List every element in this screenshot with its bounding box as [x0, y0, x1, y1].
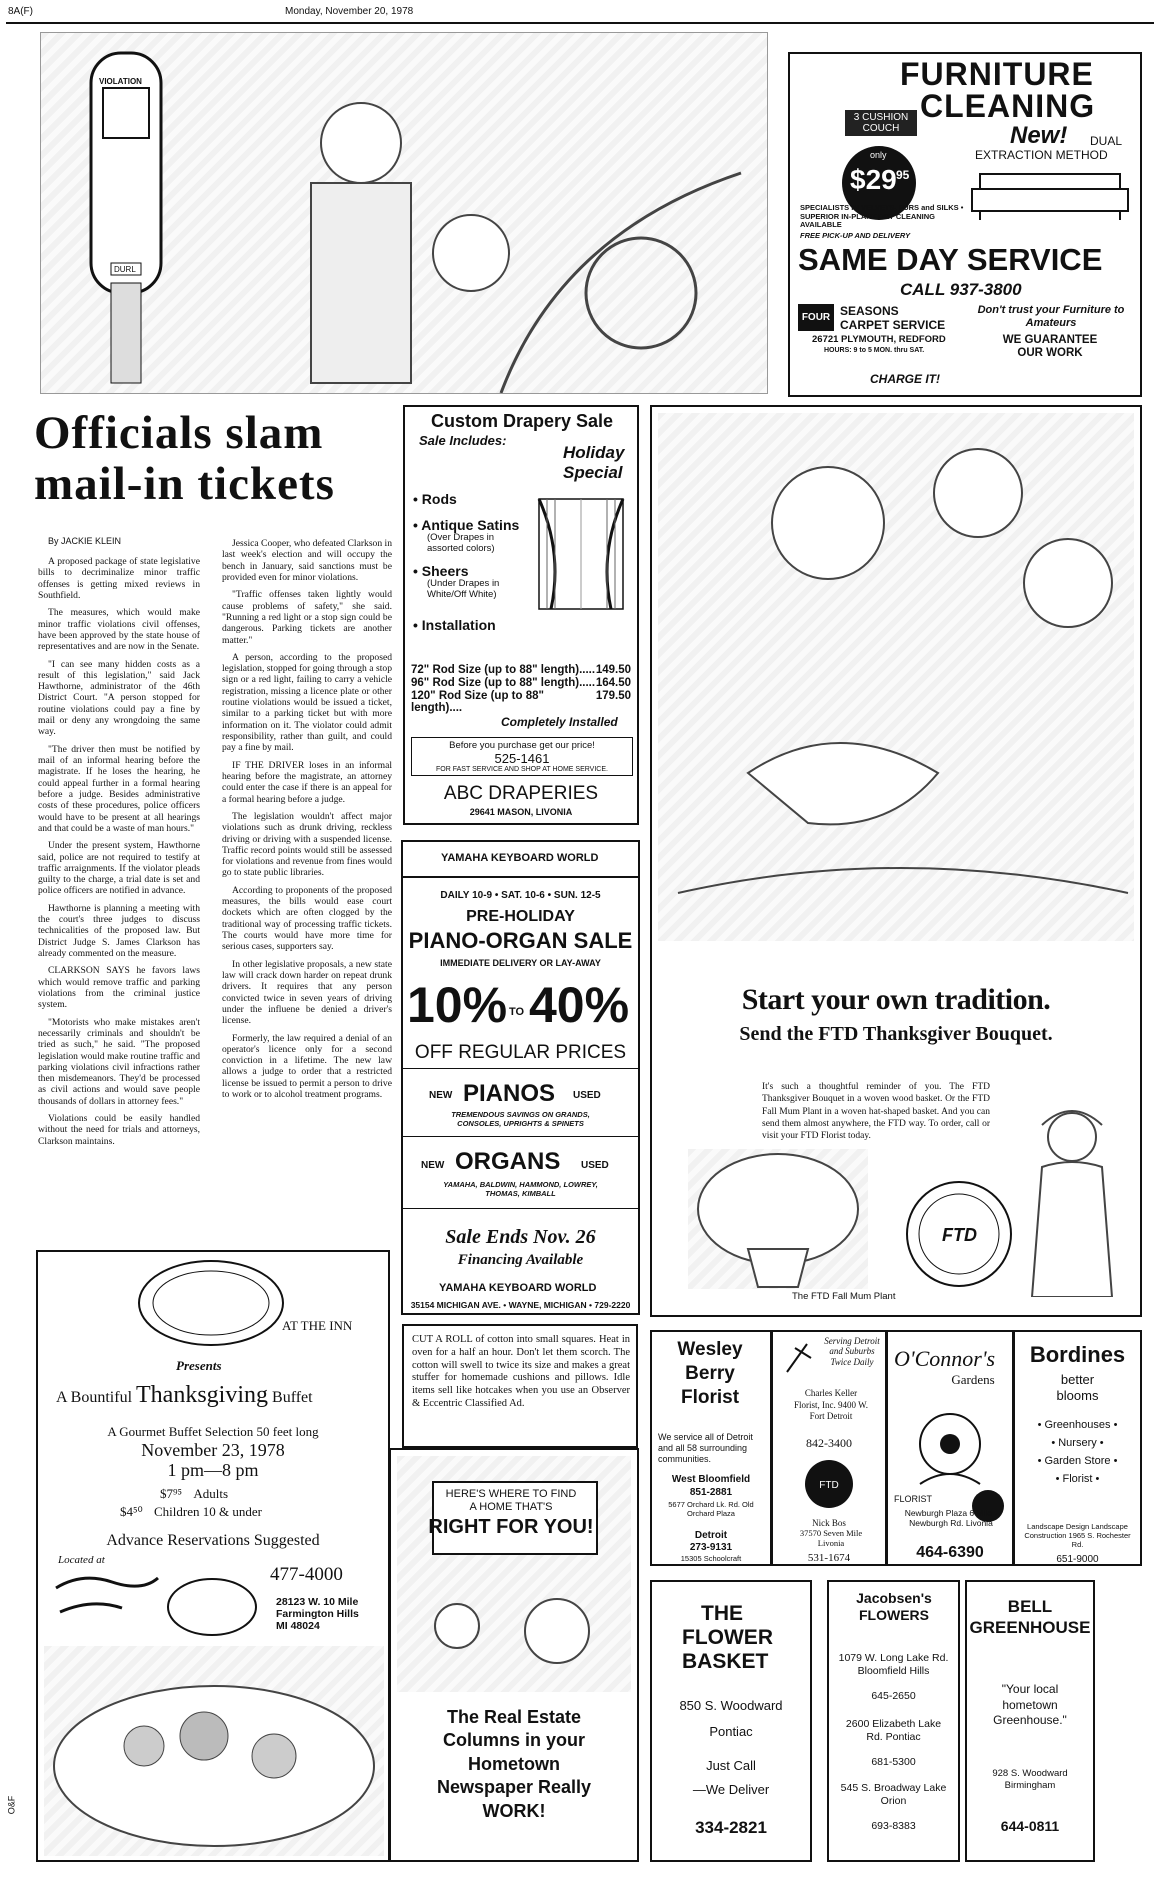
inn-located: Located at — [58, 1554, 105, 1566]
ftd-caption: The FTD Fall Mum Plant — [792, 1291, 896, 1302]
inn-advance: Advance Reservations Suggested — [106, 1532, 320, 1549]
flower-basket-address: 850 S. Woodward — [679, 1698, 783, 1713]
drapery-item: • Sheers — [413, 562, 469, 579]
inn-adult-price — [160, 1486, 228, 1502]
drapery-title: Custom Drapery Sale — [431, 411, 614, 431]
oconnors-title: O'Connor's — [894, 1346, 996, 1371]
wesley-address-2: 15305 Schoolcraft — [680, 1554, 742, 1563]
bordines-title: Bordines — [1029, 1342, 1126, 1367]
dual-label: DUAL — [1090, 134, 1123, 148]
bordines-item: • Garden Store • — [1037, 1455, 1118, 1468]
pianos-new: NEW — [429, 1090, 453, 1101]
oconnors-address: Newburgh Plaza 6 Mile - Newburgh Rd. Livonia — [904, 1508, 998, 1529]
inn-child-price-value: $4⁵⁰ — [120, 1504, 143, 1519]
article-paragraph: "The driver then must be notified by mail of an informal hearing before the magistrate. If he loses the hearing, he could appeal further in a formal hearing before a judge. Besides administrative costs of these procedures, police officers would have to be present at all hearings and that could be a waste of man hours." — [38, 743, 200, 834]
holiday-inn-ad — [36, 1250, 390, 1862]
jacobsens-location-1: 1079 W. Long Lake Rd. Bloomfield Hills — [838, 1652, 949, 1677]
keller-body: Charles Keller Florist, Inc. 9400 W. Fort Detroit — [793, 1388, 868, 1422]
drapery-item: • Installation — [413, 616, 496, 633]
flower-basket-phone: 334-2821 — [695, 1818, 767, 1837]
yamaha-divider — [403, 876, 638, 878]
inn-buffet-line — [56, 1382, 313, 1409]
classified-ad — [402, 1324, 638, 1448]
pianos-sub: TREMENDOUS SAVINGS ON GRANDS, CONSOLES, UPRIGHTS & SPINETS — [451, 1110, 590, 1128]
article-column-1 — [38, 556, 200, 1153]
bordines-item: • Greenhouses • — [1037, 1419, 1118, 1431]
drapery-includes: Sale Includes: — [419, 433, 507, 448]
drapery-fast: FOR FAST SERVICE AND SHOP AT HOME SERVICE. — [436, 766, 608, 773]
article-paragraph: A proposed package of state legislative bills to decriminalize minor traffic offenses is getting mixed reviews in Southfield. — [38, 556, 200, 601]
drapery-ad — [403, 405, 639, 825]
ftd-seal-label: FTD — [942, 1225, 977, 1245]
food-icon — [44, 1646, 384, 1856]
wesley-body: We service all of Detroit and all 58 surrounding communities. — [658, 1432, 753, 1464]
inn-presents: Presents — [176, 1358, 222, 1373]
bordines-address: Landscape Design Landscape Construction 1965 S. Rochester Rd. — [1024, 1522, 1131, 1549]
yamaha-divider-4 — [403, 1208, 638, 1209]
yamaha-store-top: YAMAHA KEYBOARD WORLD — [441, 852, 599, 864]
keller-address-2: 37570 Seven Mile Livonia — [799, 1528, 863, 1548]
keller-mercury-icon — [777, 1338, 817, 1378]
article-paragraph: Formerly, the law required a denial of an operator's licence only for a second conviction in a lifetime. The new law allows a judge to order that a restricted license be issued to permit a person to drive to work or to alcohol treatment programs. — [222, 1032, 392, 1101]
article-paragraph: "I can see many hidden costs as a result of this legislation," said Jack Hawthorne, administrator of the 46th District Court. "A person stopped for routine violations could pay a fine by mail or deny any wrongdoing the same way. — [38, 658, 200, 738]
charge-it-text: CHARGE IT! — [870, 372, 940, 386]
bell-phone: 644-0811 — [1000, 1818, 1060, 1834]
yamaha-divider-2 — [403, 1068, 638, 1069]
drapery-item: • Antique Satins — [413, 517, 520, 533]
inn-children: Children 10 & under — [154, 1504, 262, 1519]
article-headline: Officials slam mail-in tickets — [34, 407, 335, 510]
cleaning-headline: CLEANING — [920, 88, 1096, 124]
couch-label: 3 CUSHION COUCH — [845, 110, 917, 136]
inn-crest-logo — [136, 1258, 286, 1348]
drapery-price-row: 120" Rod Size (up to 88" length).... 179.50 — [411, 690, 631, 714]
jacobsens-location-2: 2600 Elizabeth Lake Rd. Pontiac — [845, 1718, 942, 1743]
jacobsens-phone-3: 693-8383 — [871, 1820, 916, 1832]
article-paragraph: "Traffic offenses taken lightly would cause problems of safety," she said. "Running a red light or a stop sign could be dangerous. Parking tickets are another matter." — [222, 589, 392, 646]
jacobsens-phone-2: 681-5300 — [871, 1756, 916, 1768]
article-paragraph: In other legislative proposals, a new state law will crack down harder on repeat drunk drivers. It requires that any person convicted twice in seven years of driving under the influene be denied a driver's license. — [222, 958, 392, 1027]
bordines-florist — [1013, 1330, 1142, 1566]
article-paragraph: According to proponents of the proposed measures, the bills would ease court dockets which are often clogged by the traditional way of processing traffic tickets. The courts would have more time for serious cases, supporters say. — [222, 884, 392, 953]
inn-a-bountiful: A Bountiful — [56, 1389, 133, 1406]
ftd-body: It's such a thoughtful reminder of you. The FTD Thanksgiver Bouquet in a woven wood basket. Or the FTD Fall Mum Plant in a woven hat-shaped basket. And you can send them almost anywhere, the FTD way. To order, call or visit your FTD Florist today. — [762, 1082, 990, 1142]
at-the-inn: AT THE INN — [282, 1318, 353, 1333]
ftd-subheadline: Send the FTD Thanksgiver Bouquet. — [739, 1023, 1053, 1045]
flower-basket-city: Pontiac — [709, 1724, 753, 1739]
new-label: New! — [1010, 122, 1068, 149]
guarantee-text: WE GUARANTEE OUR WORK — [1002, 334, 1098, 360]
wesley-location-2: Detroit — [694, 1530, 728, 1541]
inn-buffet: Buffet — [272, 1389, 313, 1406]
jacobsens-flowers — [827, 1580, 960, 1862]
holiday-inn-logo — [52, 1568, 162, 1624]
drapery-item-note: (Over Drapes in assorted colors) — [427, 532, 495, 554]
meter-brand-label: DURL — [114, 265, 136, 274]
article-byline: By JACKIE KLEIN — [48, 536, 122, 546]
furniture-cleaning-ad — [788, 52, 1142, 397]
organs-used: USED — [581, 1160, 609, 1171]
flower-basket-call: Just Call — [706, 1758, 756, 1773]
article-paragraph: IF THE DRIVER loses in an informal hearing before the magistrate, an attorney could enter the case if there is an appeal for a formal hearing before a judge. — [222, 759, 392, 805]
wesley-title: Wesley Berry Florist — [677, 1339, 743, 1408]
inn-adult-price-value: $7⁹⁵ — [160, 1486, 183, 1501]
oconnors-gardens-florist — [886, 1330, 1014, 1566]
ftd-emblem-icon — [803, 1458, 855, 1510]
flower-basket-title: THE FLOWER BASKET — [682, 1602, 773, 1674]
inn-address-1: 28123 W. 10 Mile — [276, 1596, 359, 1608]
dont-trust-text: Don't trust your Furniture to Amateurs — [977, 304, 1125, 329]
article-paragraph: Violations could be easily handled without the need for trials and attorneys, Clarkson maintains. — [38, 1113, 200, 1147]
drapery-store-name: ABC DRAPERIES — [443, 783, 599, 804]
real-estate-sign-main: RIGHT FOR YOU! — [428, 1516, 594, 1538]
same-day-headline: SAME DAY SERVICE — [798, 242, 1103, 277]
keller-title: Serving Detroit and Suburbs Twice Daily — [824, 1336, 880, 1367]
ftd-headline: Start your own tradition. — [741, 983, 1051, 1016]
food-illustration — [44, 1646, 384, 1856]
drapery-price-row: 72" Rod Size (up to 88" length)..... 149.50 — [411, 664, 631, 676]
yamaha-percent-to-label: TO — [509, 1006, 525, 1018]
couch-icon — [970, 164, 1130, 224]
pianos-used: USED — [573, 1090, 601, 1101]
bordines-phone: 651-9000 — [1056, 1554, 1099, 1565]
keller-name-2: Nick Bos — [812, 1518, 846, 1528]
inn-address-2: Farmington Hills — [276, 1608, 359, 1620]
flower-basket-deliver: —We Deliver — [692, 1782, 770, 1797]
wesley-location-1: West Bloomfield — [671, 1474, 751, 1485]
side-mark: O&F — [6, 1795, 17, 1815]
four-logo: FOUR — [798, 304, 834, 331]
drapery-item: • Rods — [413, 491, 457, 507]
keller-phone-1: 842-3400 — [806, 1436, 852, 1450]
wesley-address-1: 5677 Orchard Lk. Rd. Old Orchard Plaza — [668, 1500, 754, 1518]
mum-plant-illustration — [688, 1149, 868, 1289]
only-label: only — [870, 150, 887, 160]
yamaha-sale-ends: Sale Ends Nov. 26 — [445, 1226, 596, 1248]
family-icon — [658, 413, 1134, 941]
organs-sub: YAMAHA, BALDWIN, HAMMOND, LOWREY, THOMAS, KIMBALL — [443, 1180, 598, 1198]
drapery-address: 29641 MASON, LIVONIA — [469, 807, 573, 817]
bell-greenhouse — [965, 1580, 1095, 1862]
yamaha-percent-from: 10% — [407, 977, 508, 1033]
real-estate-bottom: The Real Estate Columns in your Hometown Newspaper Really WORK! — [436, 1707, 592, 1821]
article-paragraph: "Motorists who make mistakes aren't necessarily criminals and shouldn't be tried as such," he said. "The proposed legislation would make routine traffic and parking violations civil infractions rather then misdemeanors. They'd be processed as civil actions and would save people thousands of dollars in attorney fees." — [38, 1016, 200, 1107]
seasons-label: SEASONS — [840, 304, 899, 318]
inn-address-3: MI 48024 — [276, 1620, 320, 1632]
classified-text: CUT A ROLL of cotton into small squares. Heat in oven for a half an hour. Don't let them scorch. The cotton will swell to twice its size and makes a great stuffer for homemade cushions and pillows. Idle items sell like hotcakes when you use an Observer & Eccentric Classified Ad. — [412, 1334, 630, 1409]
real-estate-sign-top: HERE'S WHERE TO FIND A HOME THAT'S — [445, 1488, 577, 1513]
yamaha-off: OFF REGULAR PRICES — [414, 1042, 627, 1063]
jacobsens-title: Jacobsen's FLOWERS — [856, 1590, 932, 1623]
inn-phone: 477-4000 — [270, 1564, 343, 1585]
article-paragraph: Under the present system, Hawthorne said, police are not required to testify at traffic arraignments. If the violator pleads guilty to the charge, a trial date is set and police officers are notified in advance. — [38, 840, 200, 897]
drapery-item-note: (Under Drapes in White/Off White) — [427, 577, 500, 600]
wesley-phone-1: 851-2881 — [689, 1487, 733, 1498]
yamaha-store-bottom: YAMAHA KEYBOARD WORLD — [439, 1282, 597, 1294]
bell-address: 928 S. Woodward Birmingham — [992, 1768, 1068, 1792]
wesley-phone-2: 273-9131 — [689, 1542, 733, 1553]
bordines-item: • Florist • — [1055, 1473, 1100, 1486]
drapery-special: Special — [563, 463, 623, 482]
bordines-items — [1015, 1416, 1140, 1489]
inn-child-price — [120, 1504, 262, 1520]
drapery-holiday: Holiday — [563, 443, 625, 462]
price-dollars: $29 — [850, 164, 897, 195]
bell-quote: "Your local hometown Greenhouse." — [993, 1682, 1067, 1728]
flower-basket-florist — [650, 1580, 812, 1862]
carpet-service-label: CARPET SERVICE — [840, 318, 946, 332]
mercury-figure-icon — [1012, 1097, 1132, 1297]
oconnors-sub: Gardens — [951, 1372, 995, 1387]
drapery-before: Before you purchase get our price! — [449, 740, 595, 751]
article-paragraph: The legislation wouldn't affect major violations such as drunk driving, reckless driving or driving with a suspended license. Traffic record points would still be assessed for violations and revenue from fines would go to state public libraries. — [222, 810, 392, 879]
bordines-item: • Nursery • — [1051, 1437, 1104, 1450]
yamaha-percent-to: 40% — [529, 977, 630, 1033]
yamaha-sale-headline: PIANO-ORGAN SALE — [408, 928, 633, 953]
bordines-sub: better blooms — [1056, 1372, 1099, 1404]
parking-meter-icon — [41, 33, 767, 393]
charles-keller-florist — [771, 1330, 887, 1566]
carpet-hours: HOURS: 9 to 5 MON. thru SAT. — [824, 347, 925, 354]
inn-gourmet: A Gourmet Buffet Selection 50 feet long — [107, 1424, 319, 1439]
jacobsens-phone-1: 645-2650 — [871, 1690, 916, 1702]
yamaha-pre-holiday: PRE-HOLIDAY — [466, 908, 575, 925]
organs-label: ORGANS — [455, 1148, 561, 1175]
article-paragraph: A person, according to the proposed legislation, stopped for going through a stop sign or a red light, failing to carry a vehicle registration, missing a licence plate or other routine violations would be issued a ticket, similar to a parking ticket but with more information on it. The violator could admit responsibility, rather than guilt, and could pay a fine by mail. — [222, 651, 392, 754]
jacobsens-location-3: 545 S. Broadway Lake Orion — [840, 1782, 947, 1807]
ftd-ad — [650, 405, 1142, 1317]
oconnors-phone: 464-6390 — [916, 1544, 984, 1561]
mum-plant-icon — [688, 1149, 868, 1289]
yamaha-immediate: IMMEDIATE DELIVERY OR LAY-AWAY — [440, 958, 601, 968]
svg-text:FTD: FTD — [819, 1480, 839, 1491]
wesley-berry-florist — [650, 1330, 772, 1566]
call-number: CALL 937-3800 — [900, 280, 1022, 299]
inn-adults: Adults — [193, 1486, 228, 1501]
drapery-window-icon — [533, 493, 629, 613]
keller-phone-2: 531-1674 — [807, 1552, 851, 1564]
yamaha-ad — [401, 840, 640, 1315]
method-label: EXTRACTION METHOD — [975, 148, 1108, 162]
price-cents: 95 — [896, 168, 910, 182]
drapery-price-row: 96" Rod Size (up to 88" length)..... 164.50 — [411, 677, 631, 689]
inn-date: November 23, 1978 — [141, 1440, 285, 1460]
oconnors-florist-label: FLORIST — [894, 1494, 933, 1504]
yamaha-divider-3 — [403, 1136, 638, 1137]
page-number: 8A(F) — [8, 6, 33, 17]
yamaha-financing: Financing Available — [457, 1252, 584, 1268]
article-paragraph: Jessica Cooper, who defeated Clarkson in last week's election and will occupy the bench in January, said sanctions must be provided even for minor violations. — [222, 538, 393, 583]
pianos-label: PIANOS — [463, 1080, 556, 1107]
real-estate-ad — [389, 1448, 639, 1862]
meter-violation-label: VIOLATION — [99, 77, 142, 86]
inn-time: 1 pm—8 pm — [167, 1460, 259, 1480]
bell-title: BELL GREENHOUSE — [969, 1597, 1091, 1638]
carpet-address: 26721 PLYMOUTH, REDFORD — [812, 334, 946, 345]
article-paragraph: The measures, which would make minor traffic violations civil offenses, have been approved by the state house of representatives and are now in the Senate. — [38, 607, 200, 653]
family-thanksgiving-illustration — [658, 413, 1134, 941]
drapery-installed: Completely Installed — [501, 715, 618, 729]
drapery-contact-box — [411, 737, 633, 776]
specialists-text: SPECIALISTS IN VELVETS, FURS and SILKS • SUPERIOR IN-PLANT DRY CLEANING AVAILABLE — [800, 203, 964, 230]
drapery-phone: 525-1461 — [494, 751, 550, 766]
organs-new: NEW — [421, 1160, 445, 1171]
article-paragraph: Hawthorne is planning a meeting with the court's three judges to discuss technicalities of the proposed law. But District Judge S. James Clarkson has already commented on the measure. — [38, 902, 200, 959]
drapery-items — [413, 485, 533, 633]
yamaha-hours: DAILY 10-9 • SAT. 10-6 • SUN. 12-5 — [440, 890, 601, 901]
drapery-price-list — [411, 663, 631, 715]
page-date: Monday, November 20, 1978 — [285, 6, 414, 17]
inn-thanksgiving: Thanksgiving — [136, 1382, 269, 1408]
article-paragraph: CLARKSON SAYS he favors laws which would remove traffic and parking violations from the criminal justice system. — [38, 965, 200, 1011]
header-rule — [6, 22, 1154, 24]
furniture-headline: FURNITURE — [900, 56, 1094, 92]
yamaha-address: 35154 MICHIGAN AVE. • WAYNE, MICHIGAN • 729-2220 — [410, 1300, 631, 1310]
traffic-officer-illustration — [40, 32, 768, 394]
pickup-text: FREE PICK-UP AND DELIVERY — [800, 231, 911, 240]
article-column-2 — [222, 538, 392, 1106]
farmington-hills-logo — [164, 1574, 260, 1640]
